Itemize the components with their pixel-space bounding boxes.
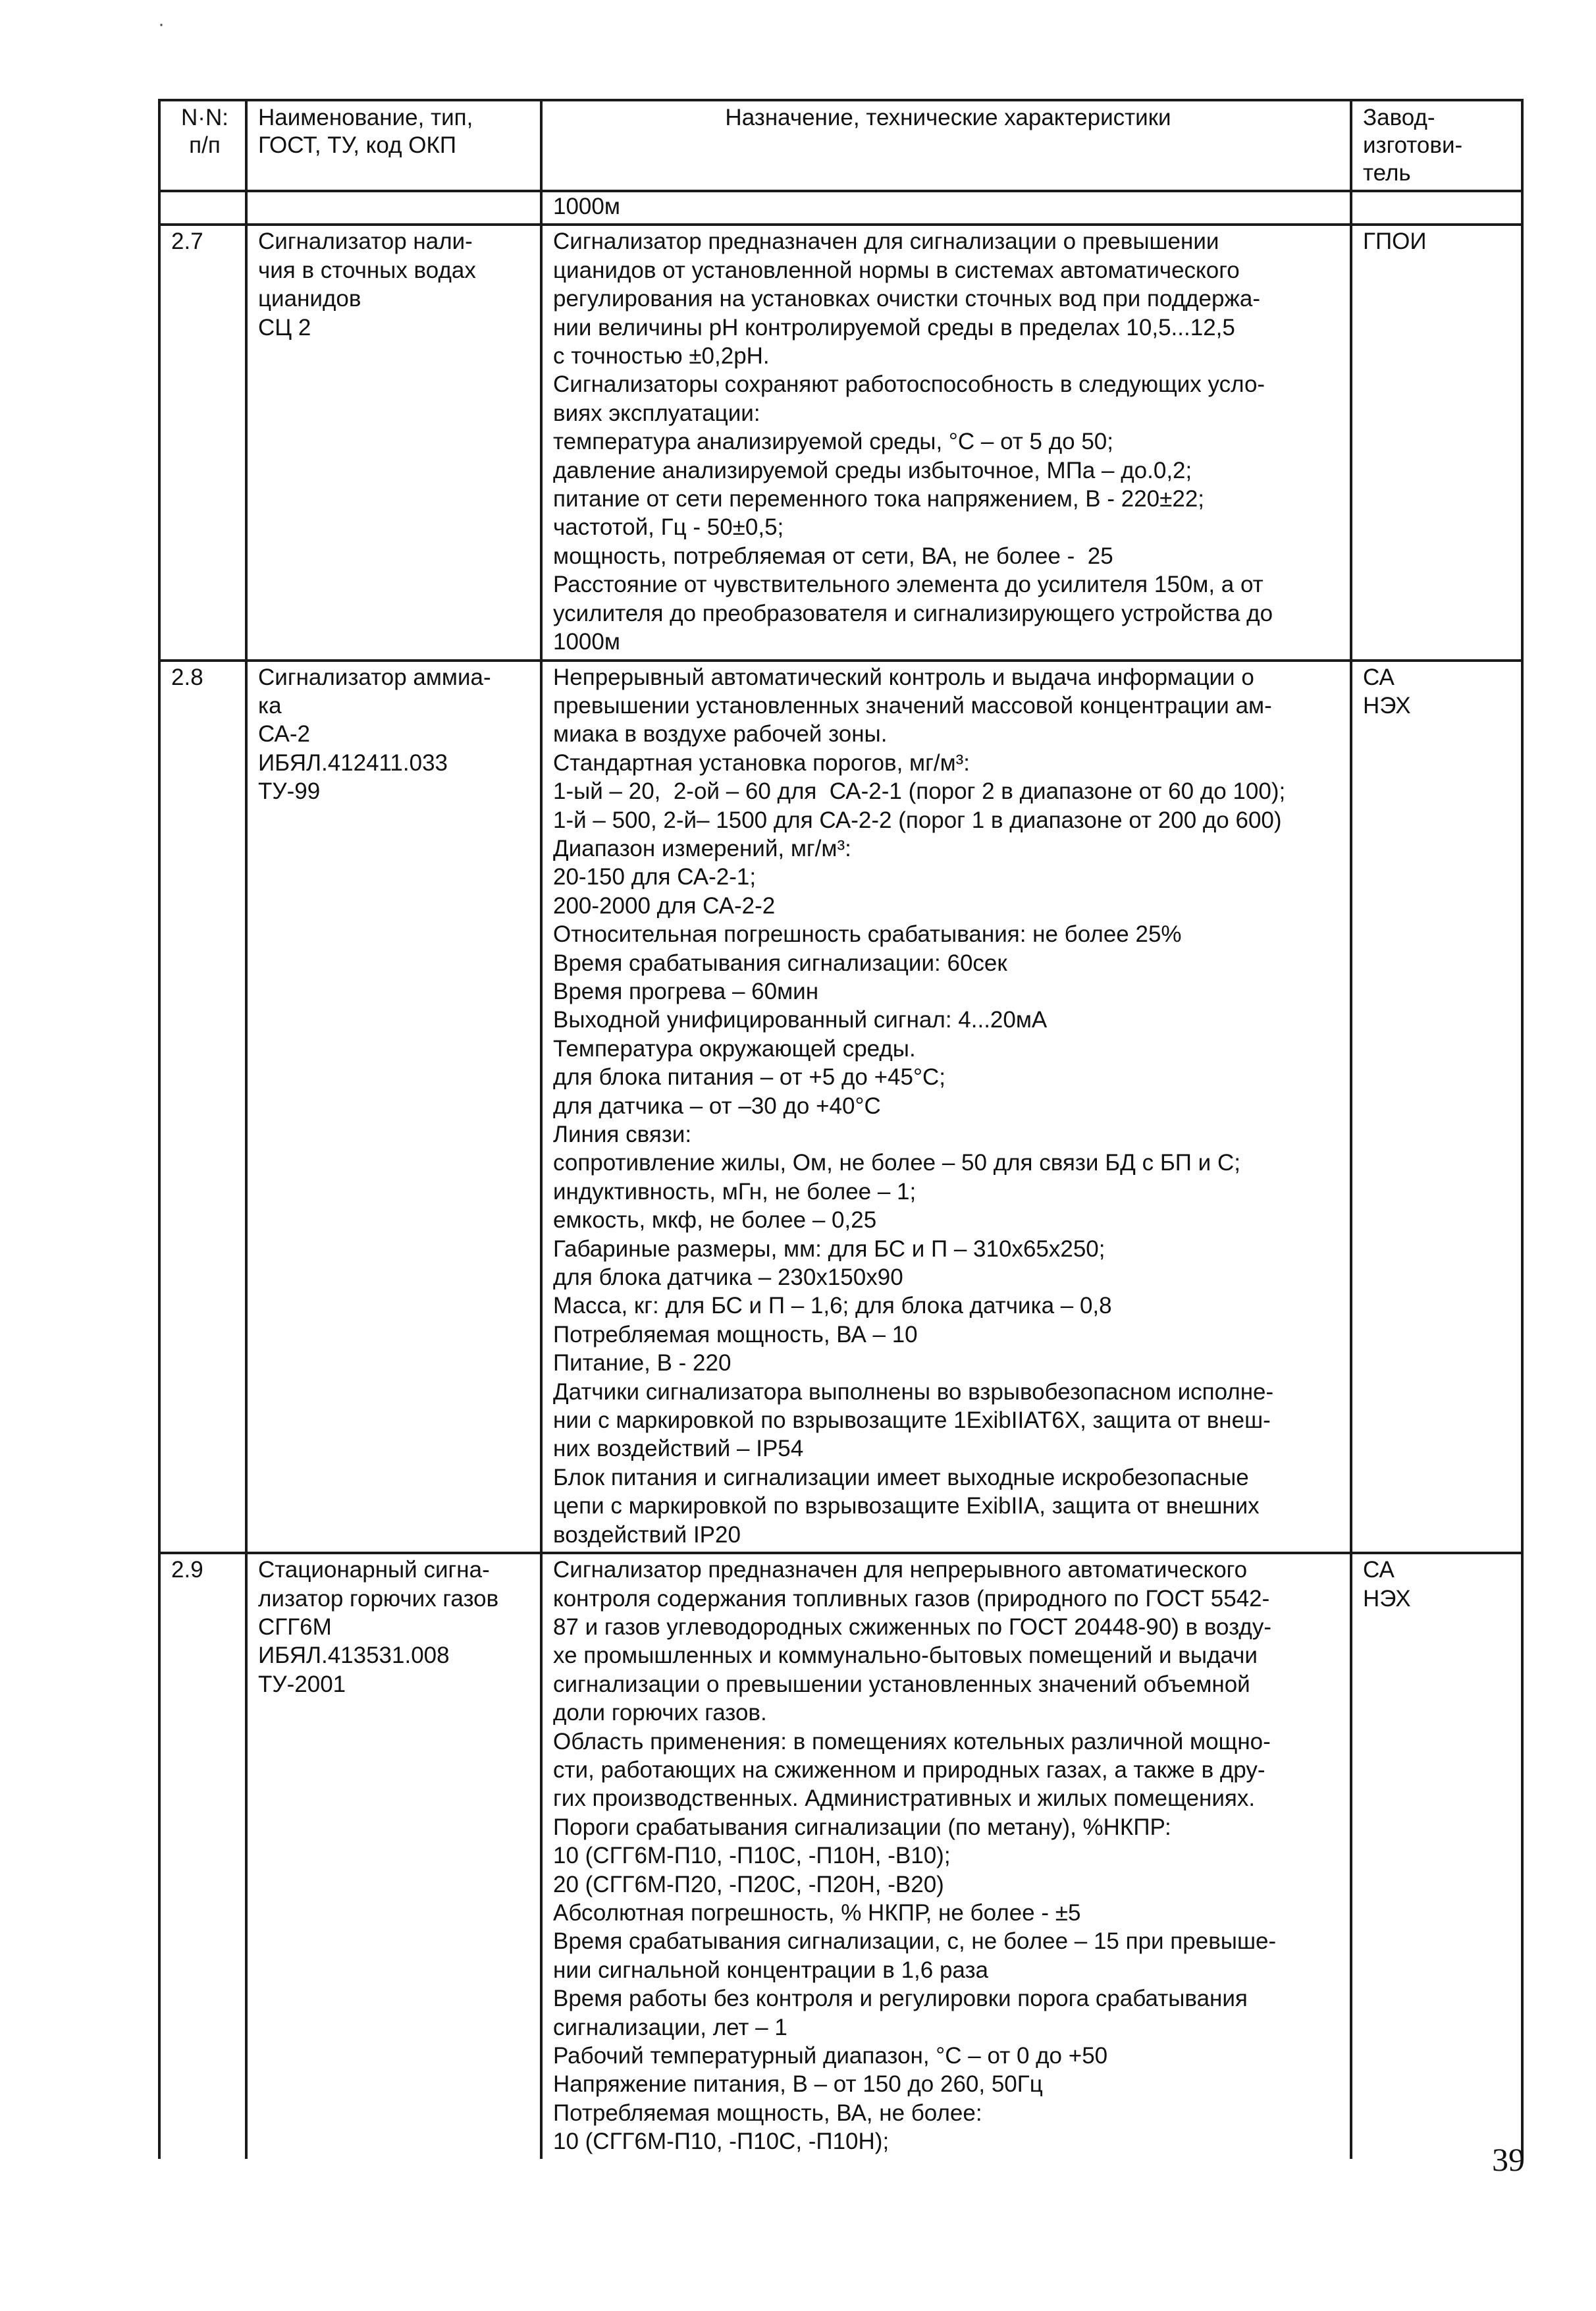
header-name: Наименование, тип, ГОСТ, ТУ, код ОКП <box>246 100 541 191</box>
equipment-spec-table <box>158 99 1524 2159</box>
row-number: 2.7 <box>159 225 246 660</box>
table-row <box>159 225 1522 660</box>
table-row <box>159 661 1522 1554</box>
header-number: N·N: п/п <box>159 100 246 191</box>
row-number: 2.9 <box>159 1553 246 2159</box>
document-page <box>158 13 1521 2159</box>
continuation-text: 1000м <box>541 191 1351 225</box>
table-header-row <box>159 100 1522 191</box>
table-row <box>159 1553 1522 2159</box>
row-description: Непрерывный автоматический контроль и выдача информации о превышении установленных значений массовой концентрации ам- миака в воздухе рабочей зоны. Стандартная установка порогов, мг/м³: 1-ый – 20, 2-ой – 60 для СА-2-1 (порог 2 в диапазоне от 60 до 100); 1-й – 500, 2-й– 1500 для СА-2-2 (порог 1 в диапазоне от 200 до 600) Диапазон измерений, мг/м³: 20-150 для СА-2-1; 200-2000 для СА-2-2 Относительная погрешность срабатывания: не более 25% Время срабатывания сигнализации: 60сек Время прогрева – 60мин Выходной унифицированный сигнал: 4...20мА Температура окружающей среды. для блока питания – от +5 до +45°С; для датчика – от –30 до +40°С Линия связи: сопротивление жилы, Ом, не более – 50 для связи БД с БП и С; индуктивность, мГн, не более – 1; емкость, мкф, не более – 0,25 Габариные размеры, мм: для БС и П – 310x65x250; для блока датчика – 230x150x90 Масса, кг: для БС и П – 1,6; для блока датчика – 0,8 Потребляемая мощность, ВА – 10 Питание, В - 220 Датчики сигнализатора выполнены во взрывобезопасном исполне- нии с маркировкой по взрывозащите 1ExibIIAT6X, защита от внеш- них воздействий – IP54 Блок питания и сигнализации имеет выходные искробезопасные цепи с маркировкой по взрывозащите ExibIIA, защита от внешних воздействий IP20 <box>541 661 1351 1554</box>
row-manufacturer: СА НЭХ <box>1351 661 1522 1554</box>
row-manufacturer: СА НЭХ <box>1351 1553 1522 2159</box>
header-description: Назначение, технические характеристики <box>541 100 1351 191</box>
row-description: Сигнализатор предназначен для сигнализации о превышении цианидов от установленной нормы в системах автоматического регулирования на установках очистки сточных вод при поддержа- нии величины pH контролируемой среды в пределах 10,5...12,5 с точностью ±0,2pH. Сигнализаторы сохраняют работоспособность в следующих усло- виях эксплуатации: температура анализируемой среды, °С – от 5 до 50; давление анализируемой среды избыточное, МПа – до.0,2; питание от сети переменного тока напряжением, В - 220±22; частотой, Гц - 50±0,5; мощность, потребляемая от сети, ВА, не более - 25 Расстояние от чувствительного элемента до усилителя 150м, а от усилителя до преобразователя и сигнализирующего устройства до 1000м <box>541 225 1351 660</box>
page-number: 39 <box>1492 2141 1525 2178</box>
table-body <box>159 225 1522 2158</box>
header-manufacturer: Завод- изготови- тель <box>1351 100 1522 191</box>
scan-artifact: · <box>158 13 165 35</box>
continuation-row <box>159 191 1522 225</box>
row-manufacturer: ГПОИ <box>1351 225 1522 660</box>
row-description: Сигнализатор предназначен для непрерывного автоматического контроля содержания топливных газов (природного по ГОСТ 5542- 87 и газов углеводородных сжиженных по ГОСТ 20448-90) в возду- хе промышленных и коммунально-бытовых помещений и выдачи сигнализации о превышении установленных значений объемной доли горючих газов. Область применения: в помещениях котельных различной мощно- сти, работающих на сжиженном и природных газах, а также в дру- гих производственных. Административных и жилых помещениях. Пороги срабатывания сигнализации (по метану), %НКПР: 10 (СГГ6М-П10, -П10С, -П10Н, -В10); 20 (СГГ6М-П20, -П20С, -П20Н, -В20) Абсолютная погрешность, % НКПР, не более - ±5 Время срабатывания сигнализации, с, не более – 15 при превыше- нии сигнальной концентрации в 1,6 раза Время работы без контроля и регулировки порога срабатывания сигнализации, лет – 1 Рабочий температурный диапазон, °С – от 0 до +50 Напряжение питания, В – от 150 до 260, 50Гц Потребляемая мощность, ВА, не более: 10 (СГГ6М-П10, -П10С, -П10Н); <box>541 1553 1351 2159</box>
row-number: 2.8 <box>159 661 246 1554</box>
row-name: Стационарный сигна- лизатор горючих газов СГГ6М ИБЯЛ.413531.008 ТУ-2001 <box>246 1553 541 2159</box>
row-name: Сигнализатор нали- чия в сточных водах цианидов СЦ 2 <box>246 225 541 660</box>
row-name: Сигнализатор аммиа- ка СА-2 ИБЯЛ.412411.033 ТУ-99 <box>246 661 541 1554</box>
